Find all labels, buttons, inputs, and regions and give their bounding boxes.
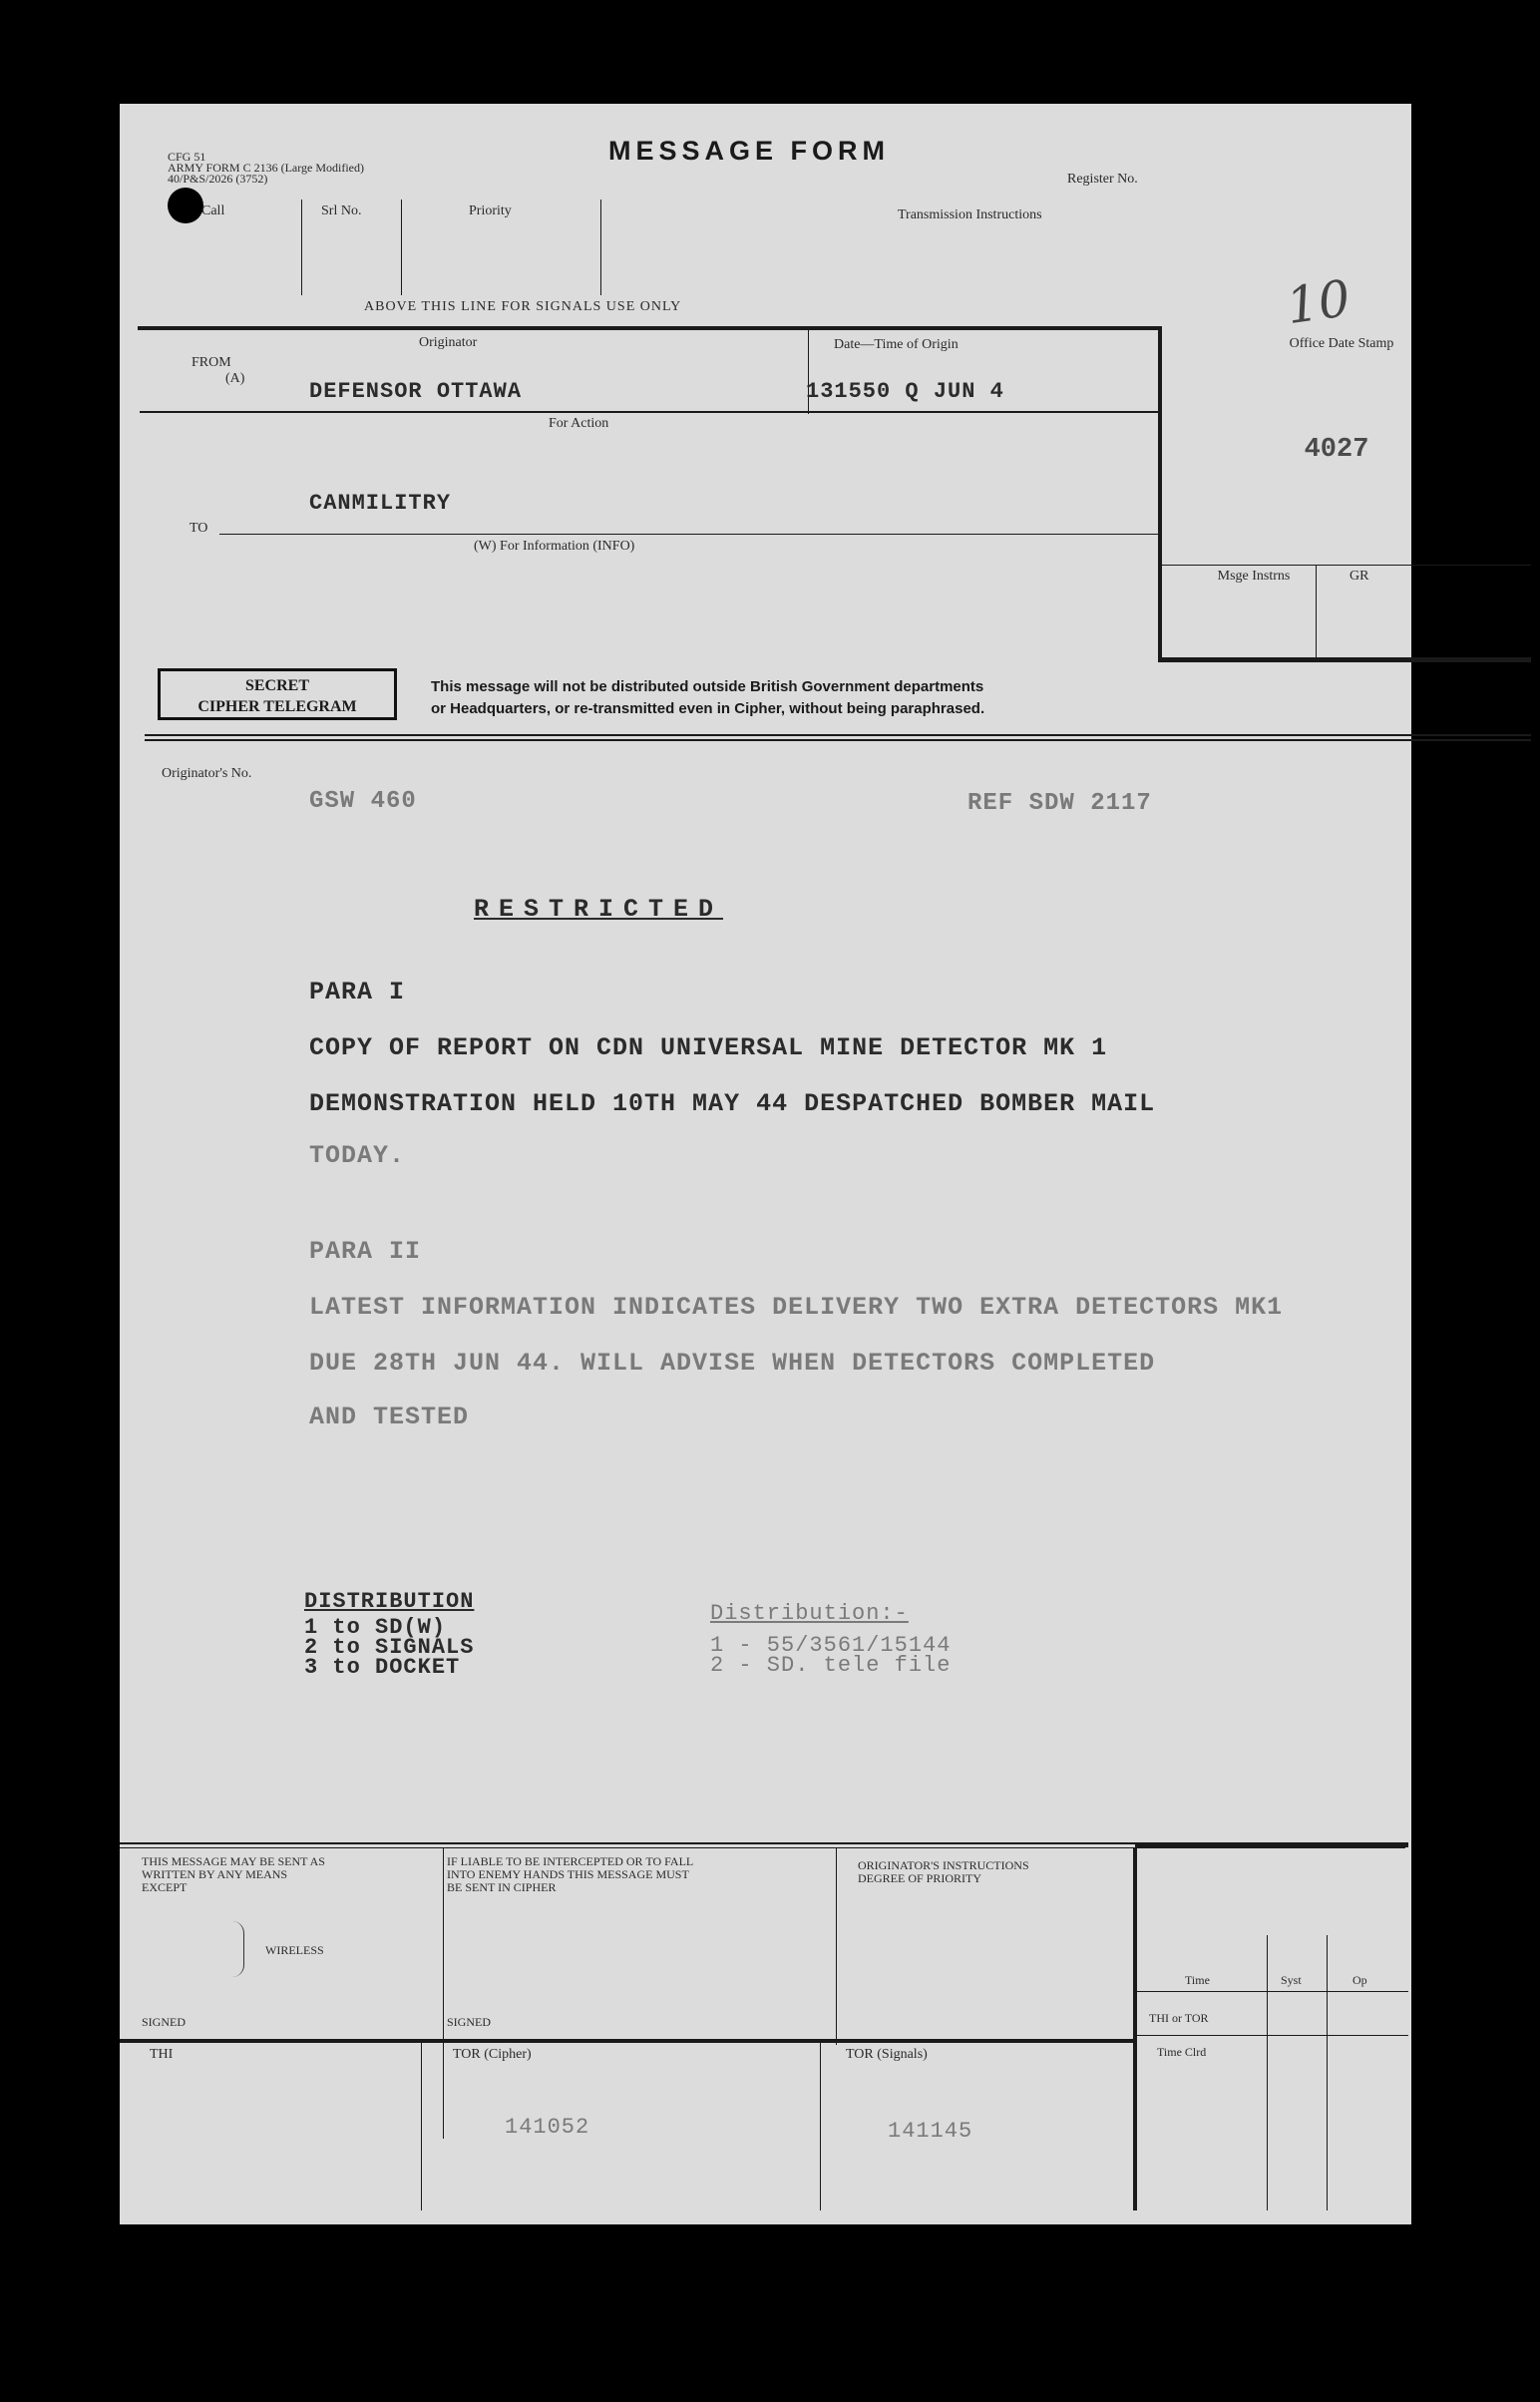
originators-instructions-line: ORIGINATOR'S INSTRUCTIONS [858,1858,1029,1872]
send-as-written-line: EXCEPT [142,1880,188,1894]
wireless-label: WIRELESS [265,1943,324,1957]
form-codes [168,152,364,185]
time-table-divider [1267,1935,1268,2210]
para1-line: TODAY. [309,1141,406,1170]
routing-right-border [1158,326,1162,661]
form-code-line: CFG 51 [168,150,206,164]
send-as-written-box [142,1855,325,1894]
tor-signals-label: TOR (Signals) [846,2047,928,2062]
from-label: FROM [192,355,231,370]
notice-line: This message will not be distributed outside British Government departments [431,678,984,695]
header-divider [600,200,601,295]
header-divider [401,200,402,295]
tor-cipher-value: 141052 [505,2115,590,2140]
send-as-written-line: THIS MESSAGE MAY BE SENT AS [142,1854,325,1868]
form-title: MESSAGE FORM [608,136,891,166]
classification: RESTRICTED [474,895,724,924]
stamp-number: 4027 [1304,435,1369,465]
for-action-label: For Action [549,416,609,431]
distribution-right-heading: Distribution:- [710,1601,909,1626]
srl-no-label: Srl No. [321,203,362,218]
secret-cipher-box [158,668,397,720]
footer-box-left-border [1133,1847,1137,2210]
transmission-instructions-label: Transmission Instructions [898,207,1042,222]
para1-line: COPY OF REPORT ON CDN UNIVERSAL MINE DETECTOR MK 1 [309,1033,1108,1062]
distribution-left-line: 3 to DOCKET [304,1655,461,1680]
para2-line: DUE 28TH JUN 44. WILL ADVISE WHEN DETECTORS COMPLETED [309,1349,1156,1378]
gr-divider [1316,565,1317,660]
cipher-requirement-line: INTO ENEMY HANDS THIS MESSAGE MUST [447,1867,689,1881]
register-no-label: Register No. [1067,172,1138,187]
secret-label: SECRET [244,677,310,694]
signals-rule [138,326,1160,330]
tor-divider [820,2043,821,2210]
tor-signals-value: 141145 [888,2119,973,2144]
header-divider [301,200,302,295]
to-label: TO [190,521,208,536]
form-code-line: 40/P&S/2026 (3752) [168,172,268,186]
gr-label: GR [1349,569,1369,584]
from-sub-label: (A) [225,371,245,386]
thi-label: THI [150,2047,174,2062]
call-label: Call [201,203,225,218]
handwritten-number: 10 [1283,268,1354,336]
originators-no-label: Originator's No. [162,766,252,781]
distribution-left-heading: DISTRIBUTION [304,1589,475,1614]
to-value: CANMILITRY [309,491,452,516]
message-form-sheet [120,104,1411,2224]
time-table-rule [1137,2035,1408,2036]
dto-label: Date—Time of Origin [834,337,959,352]
para2-line: LATEST INFORMATION INDICATES DELIVERY TWO EXTRA DETECTORS MK1 [309,1293,1284,1322]
time-clrd-label: Time Clrd [1157,2045,1207,2059]
footer-box-top-rule [1135,1842,1408,1847]
footer-divider [836,1847,837,2045]
originator-label: Originator [419,335,478,350]
notice-rule [145,739,1531,741]
tor-divider [421,2043,422,2210]
form-code-line: ARMY FORM C 2136 (Large Modified) [168,161,364,175]
distribution-notice [431,676,984,720]
para2-heading: PARA II [309,1237,422,1266]
dto-value: 131550 Q JUN 4 [806,379,1004,404]
cipher-requirement-box [447,1855,693,1894]
info-label: (W) For Information (INFO) [474,539,635,554]
stamp-bottom-rule [1158,657,1531,662]
originator-value: DEFENSOR OTTAWA [309,379,523,404]
syst-label: Syst [1281,1973,1302,1987]
para2-line: AND TESTED [309,1402,470,1431]
from-rule [140,411,1158,413]
send-as-written-line: WRITTEN BY ANY MEANS [142,1867,288,1881]
distribution-left [304,1589,475,1680]
distribution-left-line: 2 to SIGNALS [304,1635,475,1660]
originators-instructions-box [858,1859,1029,1885]
time-table-rule [1137,1991,1408,1992]
notice-rule [145,734,1531,736]
cipher-requirement-line: BE SENT IN CIPHER [447,1880,557,1894]
distribution-right-line: 2 - SD. tele file [710,1653,952,1678]
signed-label: SIGNED [447,2015,491,2029]
notice-line: or Headquarters, or re-transmitted even in Cipher, without being paraphrased. [431,700,985,717]
msge-instrns-label: Msge Instrns [1217,569,1291,584]
office-date-stamp-label: Office Date Stamp [1289,336,1394,351]
tor-rule [120,2039,1135,2043]
priority-label: Priority [469,203,512,218]
para1-heading: PARA I [309,978,406,1006]
para1-line: DEMONSTRATION HELD 10TH MAY 44 DESPATCHED BOMBER MAIL [309,1089,1156,1118]
stamp-rule [1162,565,1531,566]
signed-label: SIGNED [142,2015,186,2029]
ref-value: REF SDW 2117 [967,790,1152,817]
wireless-brace [231,1921,244,1977]
to-rule [219,534,1158,535]
originators-instructions-line: DEGREE OF PRIORITY [858,1871,982,1885]
originators-no-value: GSW 460 [309,788,417,815]
tor-cipher-label: TOR (Cipher) [453,2047,532,2062]
cipher-requirement-line: IF LIABLE TO BE INTERCEPTED OR TO FALL [447,1854,694,1868]
distribution-right [710,1601,952,1678]
op-label: Op [1352,1973,1367,1987]
distribution-left-line: 1 to SD(W) [304,1615,447,1640]
thi-or-tor-label: THI or TOR [1149,2011,1209,2025]
time-table-divider [1327,1935,1328,2210]
cipher-telegram-label: CIPHER TELEGRAM [197,698,357,715]
footer-top-rule [120,1847,1405,1848]
punch-hole [168,188,203,223]
distribution-right-line: 1 - 55/3561/15144 [710,1633,952,1658]
footer-divider [443,1847,444,2139]
time-label: Time [1185,1973,1210,1987]
above-line-note: ABOVE THIS LINE FOR SIGNALS USE ONLY [364,299,682,314]
